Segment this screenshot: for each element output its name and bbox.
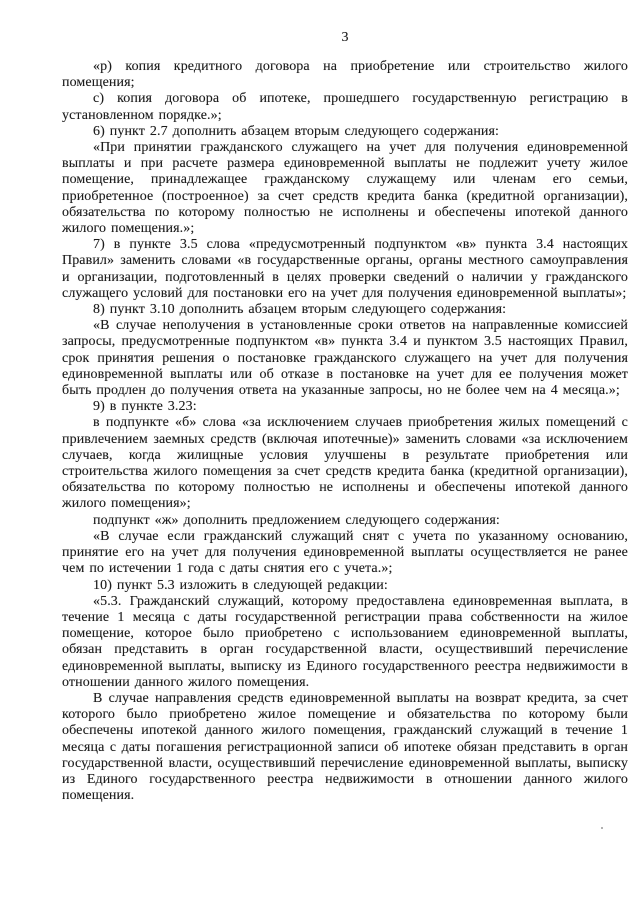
doc-paragraph: «р) копия кредитного договора на приобретение или строительство жилого помещения; <box>62 59 628 91</box>
scan-artifact-speck <box>601 827 603 829</box>
doc-paragraph: с) копия договора об ипотеке, прошедшего государственную регистрацию в установленном порядке.»; <box>62 91 628 123</box>
document-body <box>62 59 628 804</box>
doc-paragraph: «В случае если гражданский служащий снят с учета по указанному основанию, принятие его на учет для получения единовременной выплаты осуществляется не ранее чем по истечении 1 года с даты снятия его с учета.»; <box>62 528 628 577</box>
doc-paragraph: «В случае неполучения в установленные сроки ответов на направленные комиссией запросы, предусмотренные подпунктом «в» пункта 3.4 и пунктом 3.5 настоящих Правил, срок принятия решения о постановке гражданского служащего на учет для получения единовременной выплаты или об отказе в постановке на учет для ее получения может быть продлен до получения ответа на указанные запросы, но не более чем на 4 месяца.»; <box>62 318 628 399</box>
doc-paragraph: «При принятии гражданского служащего на учет для получения единовременной выплаты и при расчете размера единовременной выплаты не подлежит учету жилое помещение, принадлежащее гражданскому служащему или членам его семьи, приобретенное (построенное) за счет средств кредита банка (кредитной организации), обязательства по которому полностью не исполнены и обеспечены ипотекой данного жилого помещения.»; <box>62 140 628 237</box>
doc-paragraph: 6) пункт 2.7 дополнить абзацем вторым следующего содержания: <box>93 123 500 139</box>
doc-paragraph: В случае направления средств единовременной выплаты на возврат кредита, за счет которого было приобретено жилое помещение и обязательства по которому были обеспечены ипотекой данного жилого помещения, гражданский служащий в течение 1 месяца с даты погашения регистрационной записи об ипотеке обязан представить в орган государственной власти, осуществивший перечисление единовременной выплаты, выписку из Единого государственного реестра недвижимости в отношении данного жилого помещения. <box>62 690 628 804</box>
doc-paragraph: 7) в пункте 3.5 слова «предусмотренный подпунктом «в» пункта 3.4 настоящих Правил» заменить словами «в государственные органы, органы местного самоуправления и организации, подготовленный в целях проверки сведений о наличии у гражданского служащего условий для постановки его на учет для получения единовременной выплаты»; <box>62 237 628 301</box>
page-number: 3 <box>341 30 349 45</box>
doc-paragraph: 9) в пункте 3.23: <box>93 399 197 415</box>
doc-paragraph: 10) пункт 5.3 изложить в следующей редакции: <box>93 577 388 593</box>
doc-paragraph: в подпункте «б» слова «за исключением случаев приобретения жилых помещений с привлечением заемных средств (включая ипотечные)» заменить словами «за исключением случаев, когда жилищные условия улучшены в результате приобретения или строительства жилого помещения за счет средств кредита банка (кредитной организации), обязательства по которому полностью не исполнены и обеспечены ипотекой данного жилого помещения»; <box>62 415 628 512</box>
doc-paragraph: «5.3. Гражданский служащий, которому предоставлена единовременная выплата, в течение 1 месяца с даты государственной регистрации права собственности на жилое помещение, которое было приобретено с использованием единовременной выплаты, обязан представить в орган государственной власти, осуществивший перечисление единовременной выплаты, выписку из Единого государственного реестра недвижимости в отношении данного жилого помещения. <box>62 593 628 690</box>
doc-paragraph: 8) пункт 3.10 дополнить абзацем вторым следующего содержания: <box>93 302 507 318</box>
document-page <box>62 30 628 804</box>
doc-paragraph: подпункт «ж» дополнить предложением следующего содержания: <box>93 512 500 528</box>
